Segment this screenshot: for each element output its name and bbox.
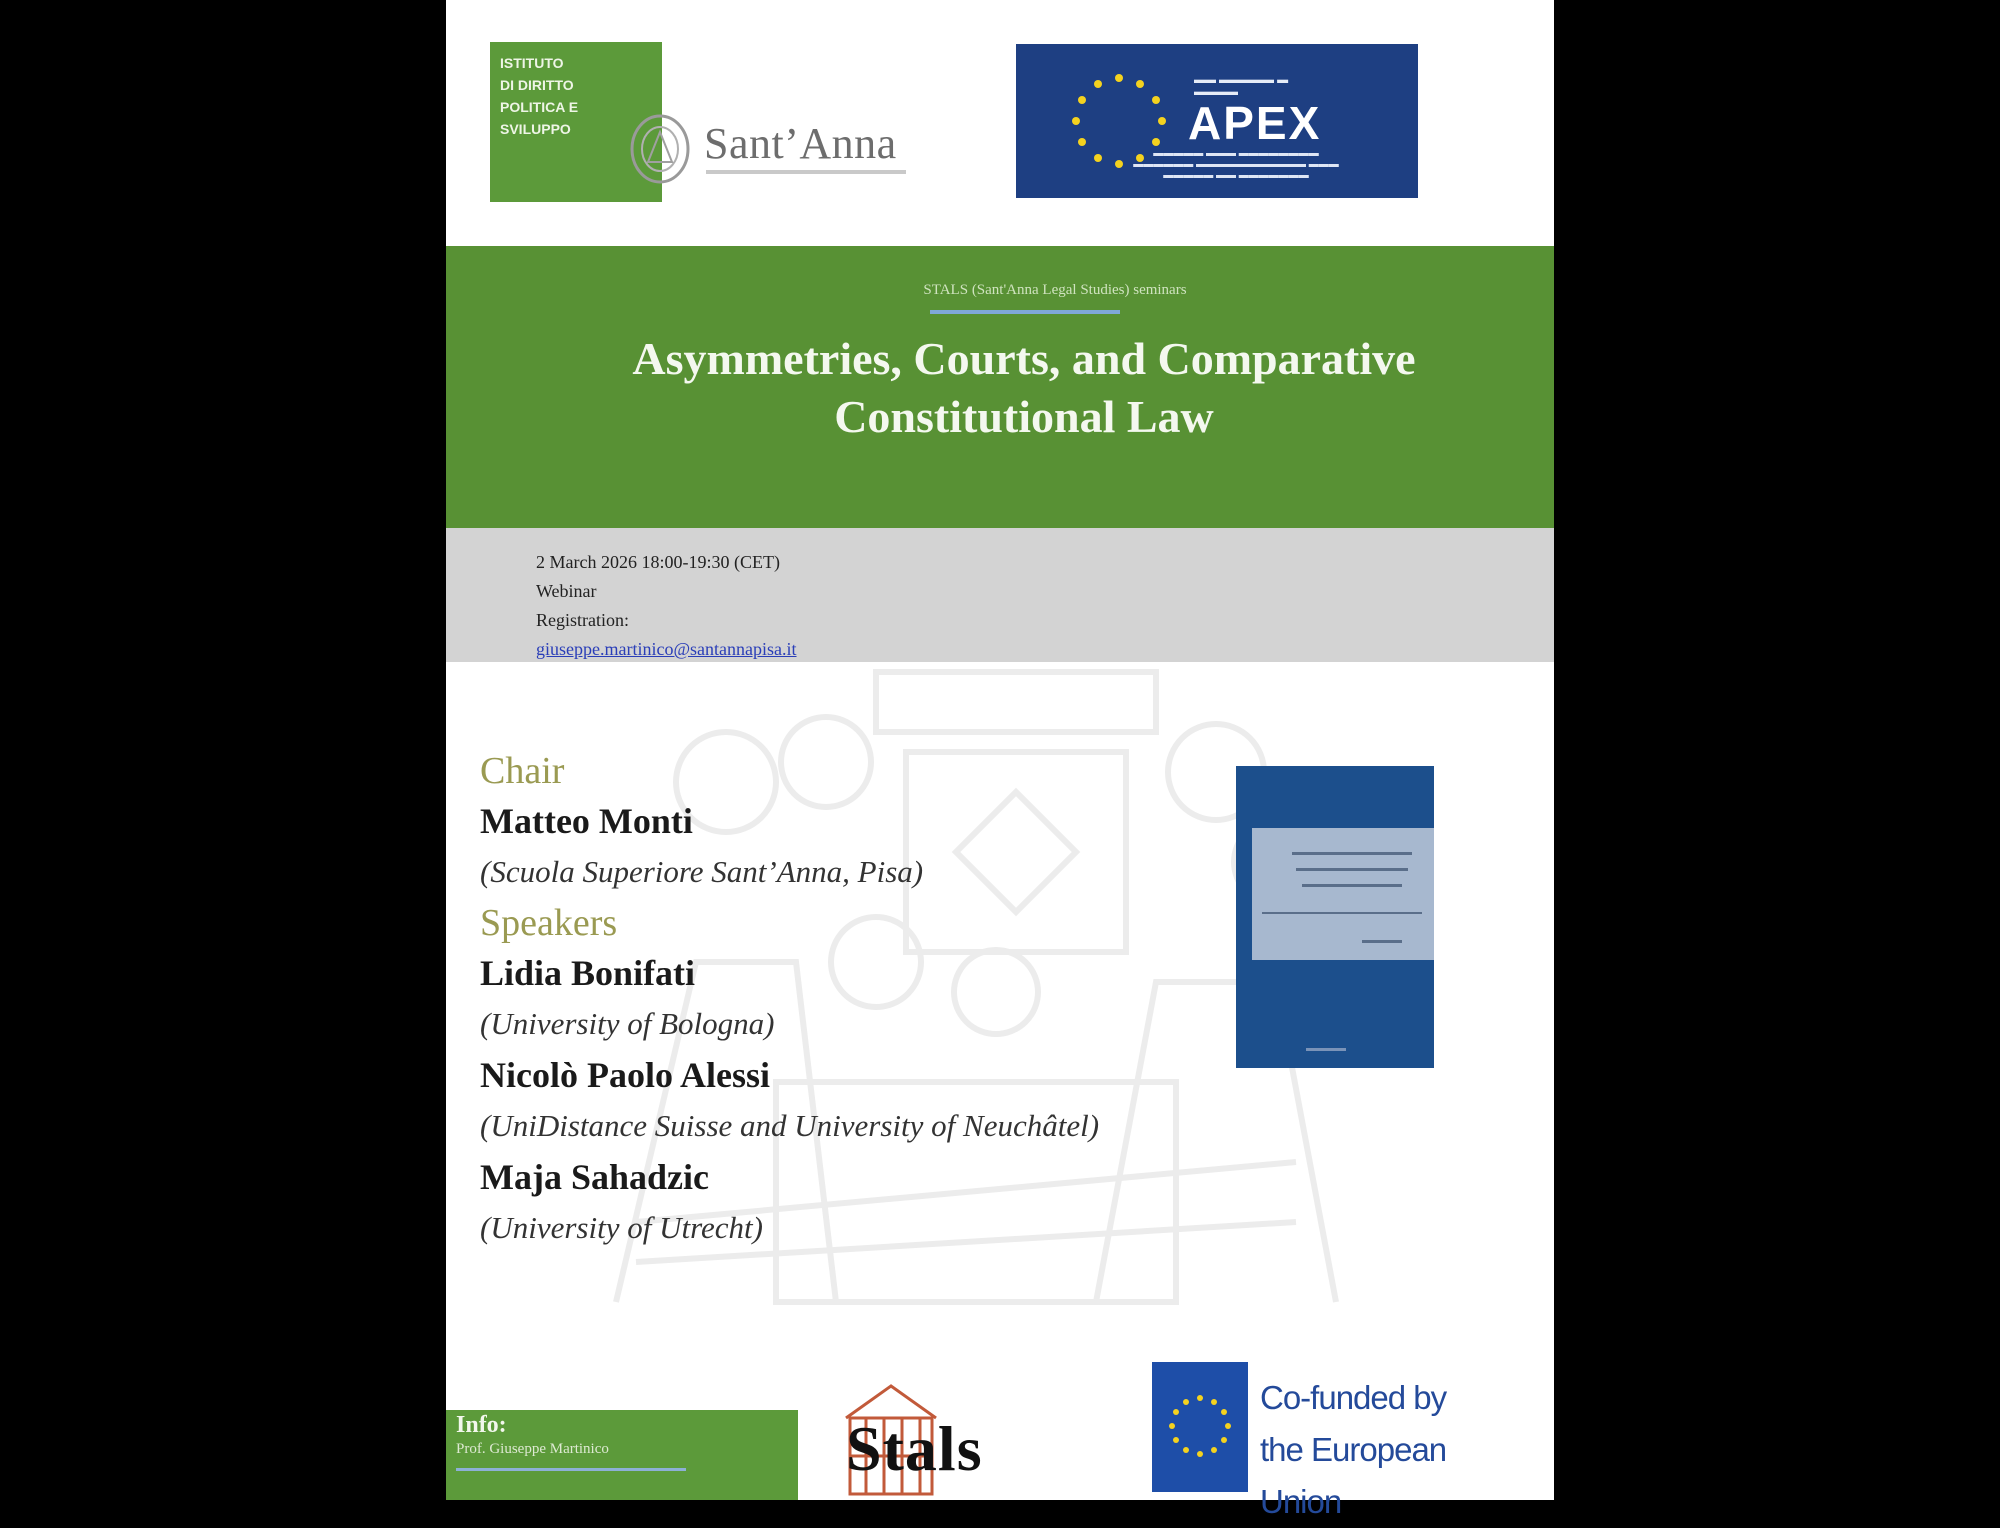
apex-word: APEX	[1188, 97, 1322, 149]
title-band	[446, 246, 1554, 528]
book-title-line	[1302, 884, 1402, 887]
speaker-name: Lidia Bonifati	[480, 953, 696, 993]
apex-logo	[1016, 44, 1418, 198]
speaker-name: Maja Sahadzic	[480, 1157, 709, 1197]
event-info-band	[446, 528, 1554, 662]
stals-logo	[836, 1378, 1096, 1500]
santanna-logo	[628, 112, 928, 192]
eu-cofunded-logo	[1152, 1362, 1492, 1520]
info-box-contact: Prof. Giuseppe Martinico	[456, 1441, 609, 1457]
stals-word: Stals	[846, 1413, 983, 1484]
chair-name: Matteo Monti	[480, 801, 693, 841]
eu-stars-icon	[1166, 1392, 1234, 1460]
isdps-logo-line: DI DIRITTO	[500, 77, 574, 93]
info-box-link[interactable]	[456, 1468, 686, 1471]
registration-label: Registration:	[536, 610, 629, 630]
chair-affiliation: (Scuola Superiore Sant’Anna, Pisa)	[480, 854, 924, 889]
apex-top-text: ▬▬ ▬▬▬▬▬ ▬ ▬▬▬▬	[1194, 74, 1289, 98]
speaker-name: Nicolò Paolo Alessi	[480, 1055, 770, 1095]
book-author-line	[1362, 940, 1402, 943]
eu-flag	[1152, 1362, 1248, 1492]
speaker-affiliation: (University of Bologna)	[480, 1006, 775, 1041]
event-title: Asymmetries, Courts, and Comparative Constitutional Law	[632, 333, 1416, 442]
speaker-affiliation: (UniDistance Suisse and University of Neuchâtel)	[480, 1108, 1100, 1143]
series-link[interactable]	[930, 310, 1120, 314]
isdps-logo-line: POLITICA E	[500, 99, 579, 115]
santanna-subtitle	[706, 170, 906, 174]
info-box-title: Info:	[456, 1412, 507, 1438]
event-format: Webinar	[536, 581, 597, 601]
isdps-logo-line: ISTITUTO	[500, 55, 564, 71]
book-title-line	[1296, 868, 1408, 871]
event-poster	[446, 0, 1554, 1520]
apex-description: ▬▬▬▬▬ ▬▬▬ ▬▬▬▬▬▬▬▬ ▬▬▬▬▬▬ ▬▬▬▬▬▬▬▬▬▬▬ ▬▬▬ ▬▬▬▬▬ ▬▬ ▬▬▬▬▬▬▬	[1133, 148, 1339, 181]
book-subtitle-line	[1262, 912, 1422, 914]
chair-label: Chair	[480, 750, 565, 792]
isdps-logo-line: SVILUPPO	[500, 121, 571, 137]
book-title-line	[1292, 852, 1412, 855]
eu-cofunded-text: Co-funded by the European Union	[1260, 1379, 1447, 1520]
book-title-panel	[1252, 828, 1434, 960]
event-datetime: 2 March 2026 18:00-19:30 (CET)	[536, 552, 780, 572]
santanna-seal-icon	[628, 112, 692, 186]
info-box	[446, 1410, 798, 1500]
book-publisher-mark	[1306, 1048, 1346, 1051]
registration-email-link[interactable]: giuseppe.martinico@santannapisa.it	[536, 639, 797, 659]
santanna-name: Sant’Anna	[704, 119, 897, 168]
book-cover	[1236, 766, 1434, 1068]
speaker-affiliation: (University of Utrecht)	[480, 1210, 763, 1245]
series-label: STALS (Sant'Anna Legal Studies) seminars	[923, 282, 1187, 298]
speakers-label: Speakers	[480, 902, 618, 944]
